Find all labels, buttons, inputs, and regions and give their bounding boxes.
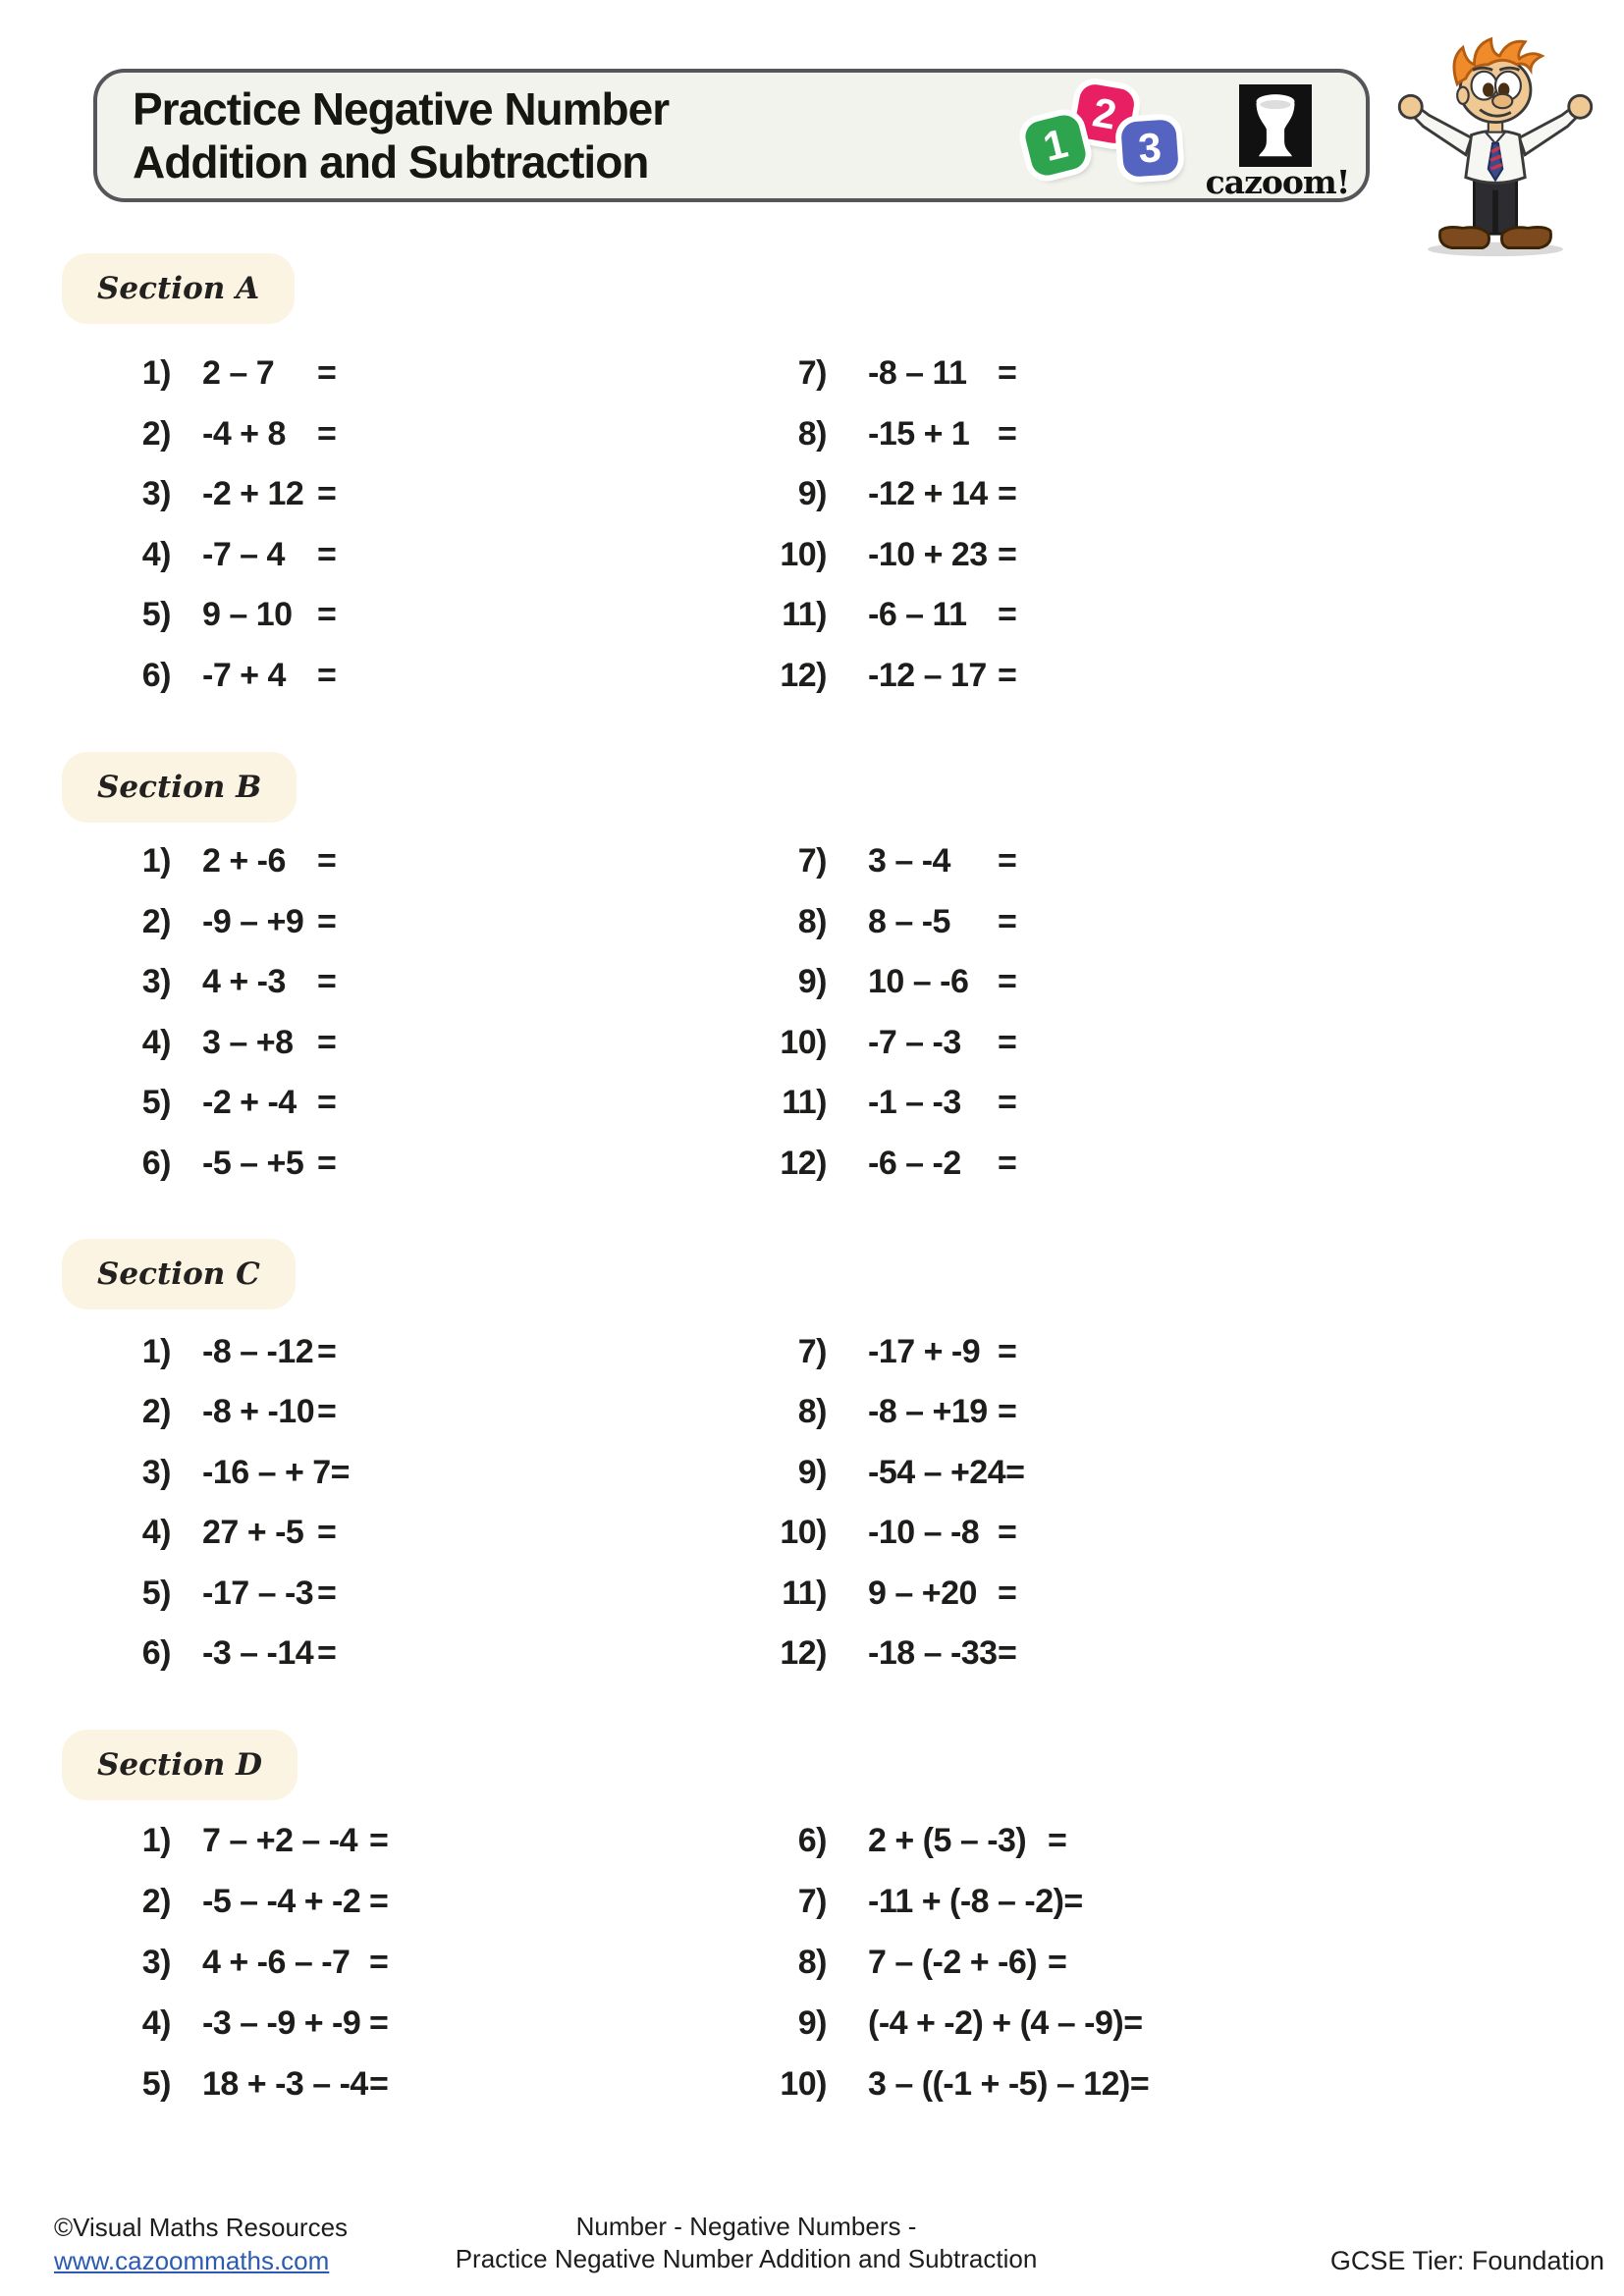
problem-number: 3) xyxy=(141,1453,171,1491)
problem-row xyxy=(776,1933,1066,1993)
problem-expression: 4 + -6 – -7 xyxy=(202,1944,351,1981)
problem-expression: -54 – +24 xyxy=(868,1453,1006,1491)
problem-row xyxy=(120,1013,336,1073)
problem-expression: -10 + 23 xyxy=(868,535,988,573)
problem-expression: 9 – 10 xyxy=(202,596,293,633)
problem-row xyxy=(776,1624,1016,1683)
problem-row xyxy=(776,1811,1066,1871)
problem-expression: -17 + -9 xyxy=(868,1333,981,1370)
equals-sign: = xyxy=(998,1145,1017,1182)
problem-expression: -8 + -10 xyxy=(202,1393,315,1431)
equals-sign: = xyxy=(998,1333,1017,1370)
page-title-line2: Addition and Subtraction xyxy=(133,136,649,187)
equals-sign: = xyxy=(998,1023,1017,1061)
problem-number: 2) xyxy=(141,1883,171,1920)
problem-number: 1) xyxy=(141,354,171,392)
equals-sign: = xyxy=(317,1393,337,1431)
equals-sign: = xyxy=(1063,1883,1083,1920)
equals-sign: = xyxy=(1048,1822,1067,1859)
problem-expression: -2 + -4 xyxy=(202,1084,297,1122)
problem-row xyxy=(120,1073,336,1133)
problem-expression: 7 – +2 – -4 xyxy=(202,1822,358,1859)
equals-sign: = xyxy=(1123,2004,1143,2042)
problem-row xyxy=(120,1624,336,1683)
problem-number: 6) xyxy=(797,1822,827,1859)
equals-sign: = xyxy=(1048,1944,1067,1981)
cazoom-brand-text: cazoom! xyxy=(1205,163,1350,201)
problem-expression: -10 – -8 xyxy=(868,1514,980,1552)
problem-expression: -8 – 11 xyxy=(868,354,967,392)
problem-row xyxy=(120,1503,336,1563)
problem-row xyxy=(776,464,1016,524)
problem-expression: -7 – 4 xyxy=(202,535,285,573)
problem-number: 12) xyxy=(780,1145,827,1182)
problem-expression: -9 – +9 xyxy=(202,902,304,940)
problem-expression: 3 – ((-1 + -5) – 12) xyxy=(868,2065,1130,2103)
problem-number: 1) xyxy=(141,1333,171,1370)
problem-expression: -7 – -3 xyxy=(868,1023,961,1061)
problem-number: 8) xyxy=(797,1393,827,1431)
copyright-text: ©Visual Maths Resources xyxy=(54,2213,349,2242)
problem-expression: -8 – -12 xyxy=(202,1333,314,1370)
problem-row xyxy=(776,1443,1024,1503)
equals-sign: = xyxy=(317,656,337,694)
problem-row xyxy=(120,585,336,645)
problem-row xyxy=(776,585,1016,645)
problem-number: 9) xyxy=(797,475,827,512)
problem-expression: -7 + 4 xyxy=(202,656,286,694)
problem-expression: -8 – +19 xyxy=(868,1393,988,1431)
problem-number: 2) xyxy=(141,414,171,453)
problem-row xyxy=(120,1564,336,1624)
title-box xyxy=(93,69,1370,202)
problem-expression: 10 – -6 xyxy=(868,963,969,1001)
problem-row xyxy=(776,1872,1083,1932)
problem-number: 7) xyxy=(797,354,827,392)
problem-row xyxy=(120,1994,388,2054)
equals-sign: = xyxy=(1005,1453,1025,1491)
problem-number: 3) xyxy=(141,963,171,1001)
problem-number: 12) xyxy=(780,656,827,694)
problem-number: 7) xyxy=(797,1333,827,1370)
problem-row xyxy=(120,831,336,891)
problem-expression: -5 – +5 xyxy=(202,1145,304,1182)
problem-number: 4) xyxy=(141,1023,171,1061)
equals-sign: = xyxy=(317,414,337,453)
equals-sign: = xyxy=(998,963,1017,1001)
problem-number: 9) xyxy=(797,963,827,1001)
problem-expression: 4 + -3 xyxy=(202,963,286,1001)
problem-expression: -6 – 11 xyxy=(868,596,967,633)
problem-number: 6) xyxy=(141,656,171,694)
problem-row xyxy=(120,1382,336,1442)
footer-center xyxy=(334,2211,1159,2275)
problem-row xyxy=(776,952,1016,1012)
equals-sign: = xyxy=(330,1453,351,1491)
problem-expression: -17 – -3 xyxy=(202,1574,314,1612)
problem-number: 8) xyxy=(797,1944,827,1981)
equals-sign: = xyxy=(317,596,337,633)
problem-number: 2) xyxy=(141,902,171,940)
problem-expression: -1 – -3 xyxy=(868,1084,961,1122)
problem-number: 11) xyxy=(782,1084,827,1122)
equals-sign: = xyxy=(369,1822,389,1859)
problem-expression: 18 + -3 – -4 xyxy=(202,2065,368,2103)
equals-sign: = xyxy=(998,1514,1017,1552)
equals-sign: = xyxy=(317,842,337,880)
problem-row xyxy=(120,1933,388,1993)
problem-number: 6) xyxy=(141,1634,171,1672)
equals-sign: = xyxy=(317,1333,337,1370)
problem-expression: 8 – -5 xyxy=(868,902,950,940)
problem-number: 1) xyxy=(141,842,171,880)
page-title xyxy=(133,82,669,188)
problem-expression: 3 – +8 xyxy=(202,1023,294,1061)
mascot-character xyxy=(1382,33,1608,259)
logo-block-3: 3 xyxy=(1120,119,1179,178)
equals-sign: = xyxy=(317,1145,337,1182)
problem-row xyxy=(776,404,1016,464)
problem-expression: -5 – -4 + -2 xyxy=(202,1883,361,1920)
problem-row xyxy=(120,1443,350,1503)
equals-sign: = xyxy=(998,1393,1017,1431)
problem-number: 9) xyxy=(797,1453,827,1491)
problem-number: 10) xyxy=(780,2065,827,2103)
problem-number: 8) xyxy=(797,902,827,940)
problem-row xyxy=(120,1322,336,1382)
problem-number: 4) xyxy=(141,535,171,573)
problem-row xyxy=(776,2055,1149,2114)
problem-number: 5) xyxy=(141,596,171,633)
equals-sign: = xyxy=(317,1514,337,1552)
equals-sign: = xyxy=(317,1634,337,1672)
problem-number: 5) xyxy=(141,2065,171,2103)
equals-sign: = xyxy=(317,902,337,940)
equals-sign: = xyxy=(317,1023,337,1061)
section-header: Section B xyxy=(62,752,297,823)
problem-row xyxy=(120,952,336,1012)
problem-row xyxy=(776,1073,1016,1133)
problem-expression: 2 + -6 xyxy=(202,842,286,880)
problem-row xyxy=(776,831,1016,891)
section-header: Section D xyxy=(62,1730,298,1800)
problem-expression: 2 – 7 xyxy=(202,354,275,392)
problem-row xyxy=(776,1013,1016,1073)
website-link[interactable]: www.cazoommaths.com xyxy=(54,2246,330,2275)
equals-sign: = xyxy=(998,596,1017,633)
problem-row xyxy=(120,525,336,585)
problem-row xyxy=(120,464,336,524)
equals-sign: = xyxy=(1129,2065,1150,2103)
problem-expression: 7 – (-2 + -6) xyxy=(868,1944,1038,1981)
problem-expression: -12 + 14 xyxy=(868,475,988,512)
problem-row xyxy=(120,2055,388,2114)
footer-left xyxy=(54,2211,348,2277)
cazoom-drum-icon xyxy=(1239,84,1312,167)
problem-number: 6) xyxy=(141,1145,171,1182)
logo-block-2: 2 xyxy=(1073,82,1137,146)
problem-number: 11) xyxy=(782,1574,827,1612)
problem-number: 11) xyxy=(782,596,827,633)
problem-number: 3) xyxy=(141,1944,171,1981)
equals-sign: = xyxy=(369,1883,389,1920)
equals-sign: = xyxy=(317,475,337,512)
problem-row xyxy=(776,1134,1016,1194)
problem-number: 8) xyxy=(797,414,827,453)
equals-sign: = xyxy=(317,354,337,392)
problem-number: 3) xyxy=(141,475,171,512)
problem-expression: -15 + 1 xyxy=(868,414,970,453)
problem-expression: -11 + (-8 – -2) xyxy=(868,1883,1064,1920)
problem-row xyxy=(120,646,336,706)
problem-row xyxy=(776,1564,1016,1624)
problem-row xyxy=(120,404,336,464)
problem-row xyxy=(120,1872,388,1932)
problem-expression: 2 + (5 – -3) xyxy=(868,1822,1027,1859)
problem-expression: -4 + 8 xyxy=(202,414,286,453)
problem-expression: -16 – + 7 xyxy=(202,1453,331,1491)
equals-sign: = xyxy=(998,535,1017,573)
problem-expression: (-4 + -2) + (4 – -9) xyxy=(868,2004,1124,2042)
equals-sign: = xyxy=(317,1084,337,1122)
equals-sign: = xyxy=(317,535,337,573)
equals-sign: = xyxy=(317,963,337,1001)
logo-block-1: 1 xyxy=(1022,112,1089,179)
problem-number: 10) xyxy=(780,1514,827,1552)
problem-number: 9) xyxy=(797,2004,827,2042)
problem-number: 10) xyxy=(780,1023,827,1061)
problem-expression: -12 – 17 xyxy=(868,656,987,694)
problem-row xyxy=(776,646,1016,706)
equals-sign: = xyxy=(998,354,1017,392)
problem-number: 4) xyxy=(141,1514,171,1552)
equals-sign: = xyxy=(998,842,1017,880)
problem-expression: -3 – -9 + -9 xyxy=(202,2004,361,2042)
problem-row xyxy=(120,892,336,952)
problem-expression: -3 – -14 xyxy=(202,1634,314,1672)
problem-number: 7) xyxy=(797,1883,827,1920)
problem-row xyxy=(120,344,336,403)
problem-expression: 3 – -4 xyxy=(868,842,950,880)
problem-number: 4) xyxy=(141,2004,171,2042)
equals-sign: = xyxy=(998,1574,1017,1612)
problem-number: 7) xyxy=(797,842,827,880)
footer-topic-line2: Practice Negative Number Addition and Subtraction xyxy=(455,2244,1038,2273)
equals-sign: = xyxy=(369,1944,389,1981)
equals-sign: = xyxy=(998,475,1017,512)
footer-topic-line1: Number - Negative Numbers - xyxy=(575,2212,917,2241)
problem-number: 5) xyxy=(141,1574,171,1612)
equals-sign: = xyxy=(998,1634,1017,1672)
problem-number: 5) xyxy=(141,1084,171,1122)
problem-number: 2) xyxy=(141,1393,171,1431)
problem-number: 1) xyxy=(141,1822,171,1859)
problem-row xyxy=(776,1382,1016,1442)
page-title-line1: Practice Negative Number xyxy=(133,83,670,134)
equals-sign: = xyxy=(998,414,1017,453)
problem-row xyxy=(120,1811,388,1871)
equals-sign: = xyxy=(369,2004,389,2042)
problem-row xyxy=(776,344,1016,403)
problem-expression: -6 – -2 xyxy=(868,1145,961,1182)
footer-tier: GCSE Tier: Foundation xyxy=(1329,2246,1604,2275)
equals-sign: = xyxy=(998,656,1017,694)
equals-sign: = xyxy=(998,1084,1017,1122)
problem-expression: -2 + 12 xyxy=(202,475,304,512)
problem-expression: -18 – -33 xyxy=(868,1634,998,1672)
section-header: Section A xyxy=(62,253,295,324)
section-header: Section C xyxy=(62,1239,296,1309)
problem-row xyxy=(776,1994,1143,2054)
equals-sign: = xyxy=(317,1574,337,1612)
problem-number: 12) xyxy=(780,1634,827,1672)
problem-expression: 27 + -5 xyxy=(202,1514,304,1552)
problem-number: 10) xyxy=(780,535,827,573)
problem-row xyxy=(120,1134,336,1194)
equals-sign: = xyxy=(369,2065,389,2103)
problem-row xyxy=(776,525,1016,585)
problem-row xyxy=(776,892,1016,952)
problem-row xyxy=(776,1322,1016,1382)
problem-row xyxy=(776,1503,1016,1563)
equals-sign: = xyxy=(998,902,1017,940)
problem-expression: 9 – +20 xyxy=(868,1574,977,1612)
